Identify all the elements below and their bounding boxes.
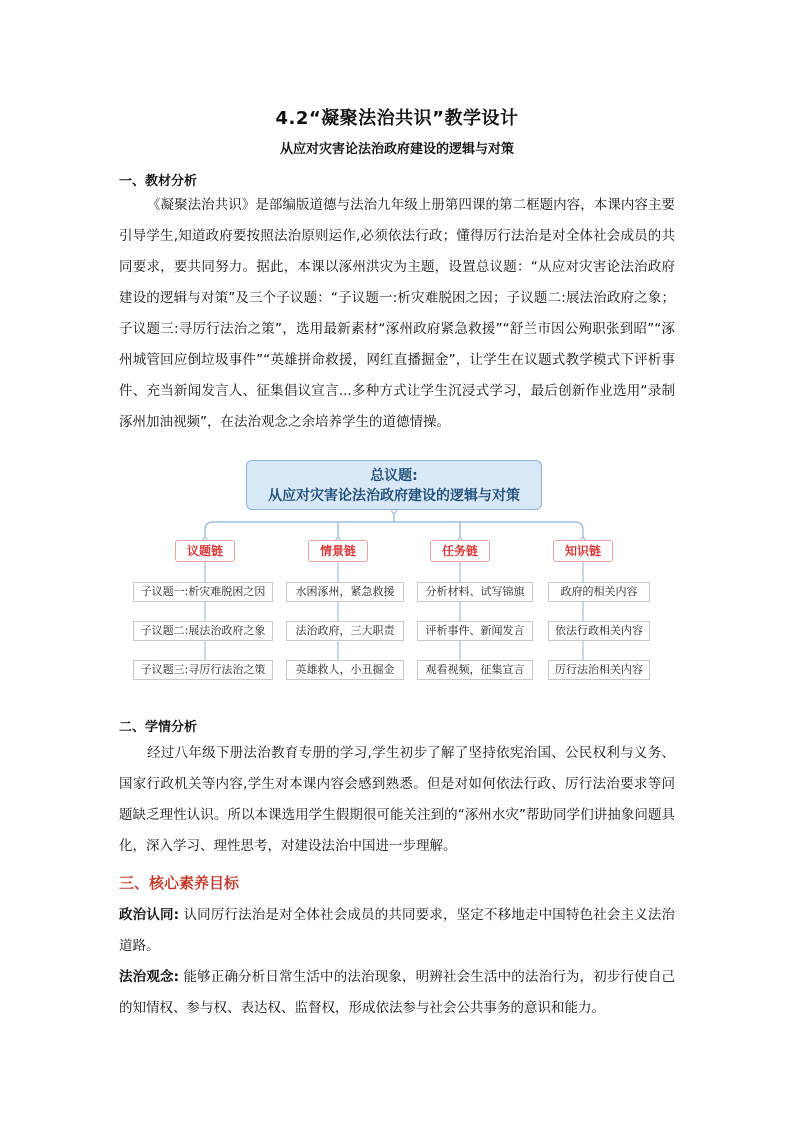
- paragraph-learner-analysis: 经过八年级下册法治教育专册的学习,学生初步了解了坚持依宪治国、公民权利与义务、国家行政机关等内容,学生对本课内容会感到熟悉。但是对如何依法行政、厉行法治要求等问题缺乏理性认识。所以本课选用学生假期很可能关注到的“涿州水灾”帮助同学们讲抽象问题具化，深入学习、理性思考，对建设法治中国进一步理解。: [119, 745, 675, 854]
- leaf-issue-3: 子议题三:寻厉行法治之策: [133, 660, 273, 680]
- paragraph-textbook-analysis: 《凝聚法治共识》是部编版道德与法治九年级上册第四课的第二框题内容，本课内容主要引导学生,知道政府要按照法治原则运作,必须依法行政；懂得厉行法治是对全体社会成员的共同要求，要共同努力。据此，本课以涿州洪灾为主题，设置总议题：“从应对灾害论法治政府建设的逻辑与对策”及三个子议题：“子议题一:析灾难脱困之因；子议题二:展法治政府之象；子议题三:寻厉行法治之策”，选用最新素材“涿州政府紧急救援”“舒兰市因公殉职张到昭”“涿州城管回应倒垃圾事件”“英雄拼命救援，网红直播掘金”，让学生在议题式教学模式下评析事件、充当新闻发言人、征集倡议宣言...多种方式让学生沉浸式学习，最后创新作业选用“录制涿州加油视频”，在法治观念之余培养学生的道德情操。: [119, 197, 675, 430]
- goal-rule-of-law-label: 法治观念:: [119, 969, 180, 985]
- leaf-task-2: 评析事件、新闻发言: [417, 621, 533, 641]
- leaf-task-1: 分析材料、试写锦旗: [417, 582, 533, 602]
- leaf-knowledge-3: 厉行法治相关内容: [548, 660, 650, 680]
- leaf-scenario-2: 法治政府，三大职责: [286, 621, 404, 641]
- leaf-issue-2: 子议题二:展法治政府之象: [133, 621, 273, 641]
- leaf-knowledge-1: 政府的相关内容: [548, 582, 650, 602]
- chain-issue: 议题链: [175, 540, 235, 562]
- leaf-scenario-3: 英雄救人，小丑掘金: [286, 660, 404, 680]
- section-heading-textbook: 一、教材分析: [119, 174, 198, 189]
- topic-diagram: [130, 458, 660, 688]
- goal-political-identity-text: 认同厉行法治是对全体社会成员的共同要求，坚定不移地走中国特色社会主义法治道路。: [119, 907, 675, 954]
- section-heading-learner: 二、学情分析: [119, 720, 198, 735]
- goal-political-identity: [119, 900, 675, 962]
- branch-bar: [205, 522, 583, 540]
- chain-knowledge: 知识链: [553, 540, 613, 562]
- goal-rule-of-law: [119, 962, 675, 1024]
- leaf-task-3: 观看视频，征集宣言: [417, 660, 533, 680]
- chain-scenario: 情景链: [308, 540, 368, 562]
- section-heading-core-goals: 三、核心素养目标: [119, 874, 240, 892]
- leaf-knowledge-2: 依法行政相关内容: [548, 621, 650, 641]
- root-topic-text: 从应对灾害论法治政府建设的逻辑与对策: [268, 488, 520, 504]
- document-subtitle: 从应对灾害论法治政府建设的逻辑与对策: [279, 142, 514, 157]
- chain-task: 任务链: [430, 540, 490, 562]
- leaf-scenario-1: 水困涿州，紧急救援: [286, 582, 404, 602]
- root-topic-box: [246, 460, 542, 510]
- goal-rule-of-law-text: 能够正确分析日常生活中的法治现象，明辨社会生活中的法治行为，初步行使自己的知情权、参与权、表达权、监督权，形成依法参与社会公共事务的意识和能力。: [119, 969, 675, 1016]
- goal-political-identity-label: 政治认同:: [119, 907, 180, 923]
- leaf-issue-1: 子议题一:析灾难脱困之因: [133, 582, 273, 602]
- document-title: 4.2“凝聚法治共识”教学设计: [275, 108, 519, 129]
- root-topic-label: 总议题:: [370, 468, 418, 484]
